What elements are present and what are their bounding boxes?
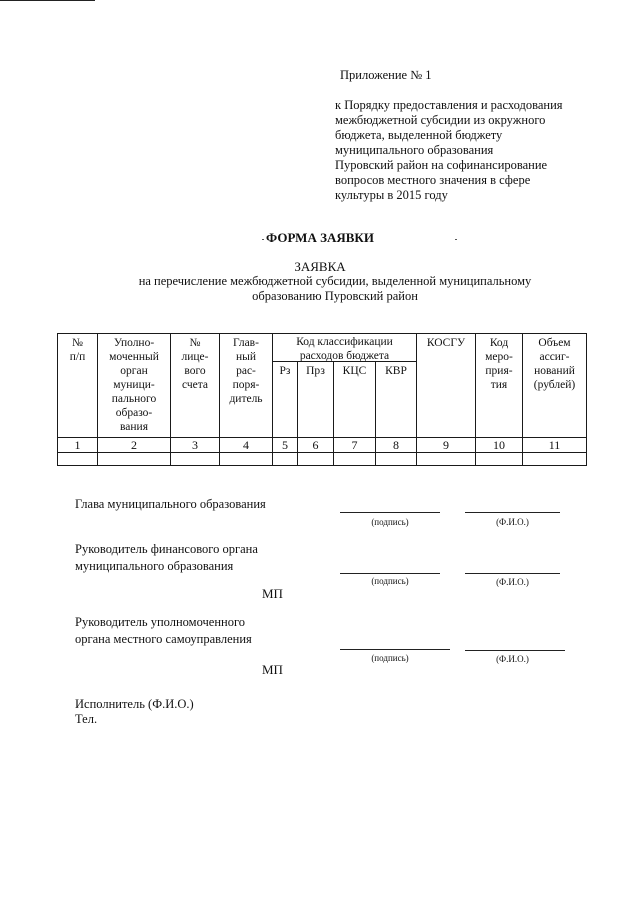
column-number: 5 bbox=[282, 438, 288, 452]
scan-speck bbox=[455, 239, 457, 240]
column-number: 4 bbox=[243, 438, 249, 452]
authorized-sign-caption: (подпись) bbox=[371, 653, 409, 663]
header-kosgu: КОСГУ bbox=[426, 337, 466, 349]
header-text: ассиг- bbox=[539, 351, 570, 363]
head-name-line bbox=[465, 512, 560, 513]
header-text: нований bbox=[534, 365, 575, 377]
header-account-number bbox=[171, 336, 219, 392]
header-text: Объем bbox=[538, 337, 571, 349]
authorized-label bbox=[75, 614, 252, 648]
header-text: п/п bbox=[69, 351, 86, 363]
column-number: 7 bbox=[351, 438, 358, 452]
head-name-caption: (Ф.И.О.) bbox=[496, 517, 529, 527]
header-text: пального bbox=[111, 393, 157, 405]
table-border-bottom bbox=[57, 465, 587, 466]
header-text: вого bbox=[184, 365, 206, 377]
header-text: рас- bbox=[236, 365, 256, 377]
column-number: 10 bbox=[493, 438, 505, 452]
scan-speck bbox=[262, 239, 264, 240]
header-text: счета bbox=[181, 379, 209, 391]
executor-phone: Тел. bbox=[75, 712, 98, 726]
executor-label: Исполнитель (Ф.И.О.) bbox=[75, 697, 194, 711]
header-kcs: КЦС bbox=[342, 365, 367, 377]
authorized-sign-line bbox=[340, 649, 450, 650]
column-number: 1 bbox=[74, 438, 81, 452]
finance-sign-caption: (подпись) bbox=[371, 576, 409, 586]
finance-label-line: Руководитель финансового органа bbox=[75, 542, 258, 556]
header-number bbox=[58, 336, 97, 364]
header-text: вания bbox=[120, 421, 148, 433]
form-title: ФОРМА ЗАЯВКИ bbox=[266, 230, 374, 245]
head-label bbox=[75, 496, 266, 513]
header-prz: Прз bbox=[306, 365, 325, 377]
column-number: 3 bbox=[192, 438, 198, 452]
authorized-name-line bbox=[465, 650, 565, 651]
request-subtitle-line: образованию Пуровский район bbox=[252, 289, 418, 303]
authorized-label-line: органа местного самоуправления bbox=[75, 632, 252, 646]
header-chief-administrator bbox=[220, 336, 272, 406]
header-event-code bbox=[476, 336, 522, 392]
header-text: расходов бюджета bbox=[299, 350, 390, 362]
appendix-line: муниципального образования bbox=[335, 143, 494, 157]
finance-stamp-place: МП bbox=[262, 586, 283, 601]
appendix-line: к Порядку предоставления и расходования bbox=[335, 98, 563, 112]
head-sign-caption: (подпись) bbox=[371, 517, 409, 527]
head-sign-line bbox=[340, 512, 440, 513]
request-subtitle-line: на перечисление межбюджетной субсидии, выделенной муниципальному bbox=[138, 274, 532, 288]
header-text: муници- bbox=[113, 379, 155, 391]
header-budget-classification bbox=[273, 335, 416, 363]
appendix-line: вопросов местного значения в сфере bbox=[335, 173, 531, 187]
corner-rule bbox=[0, 0, 95, 1]
column-number: 8 bbox=[393, 438, 399, 452]
column-number: 6 bbox=[312, 438, 319, 452]
header-text: (рублей) bbox=[533, 379, 576, 391]
table-border-top bbox=[57, 333, 587, 334]
header-text: № bbox=[72, 337, 83, 349]
finance-name-line bbox=[465, 573, 560, 574]
column-number: 2 bbox=[131, 438, 137, 452]
finance-label-line: муниципального образования bbox=[75, 559, 234, 573]
appendix-line: межбюджетной субсидии из окружного bbox=[335, 113, 546, 127]
authorized-stamp-place: МП bbox=[262, 662, 283, 677]
appendix-line: бюджета, выделенной бюджету bbox=[335, 128, 503, 142]
header-allocation-volume bbox=[523, 336, 586, 392]
header-text: моченный bbox=[109, 351, 159, 363]
header-text: Код bbox=[489, 337, 509, 349]
header-text: № bbox=[189, 337, 201, 349]
header-text: Код классификации bbox=[296, 336, 393, 348]
finance-sign-line bbox=[340, 573, 440, 574]
authorized-name-caption: (Ф.И.О.) bbox=[496, 654, 529, 664]
appendix-line: Пуровский район на софинансирование bbox=[335, 158, 548, 172]
request-subtitle bbox=[120, 274, 550, 304]
appendix-line: культуры в 2015 году bbox=[335, 188, 448, 202]
col-line bbox=[586, 333, 587, 466]
header-authorized-body bbox=[98, 336, 170, 434]
appendix-text bbox=[335, 98, 625, 203]
request-title: ЗАЯВКА bbox=[294, 259, 346, 274]
header-rz: Рз bbox=[279, 365, 291, 377]
header-text: прия- bbox=[485, 365, 513, 377]
finance-name-caption: (Ф.И.О.) bbox=[496, 577, 529, 587]
header-text: Глав- bbox=[233, 337, 259, 349]
appendix-title: Приложение № 1 bbox=[340, 68, 432, 82]
executor-block bbox=[75, 697, 194, 727]
header-text: Уполно- bbox=[113, 337, 155, 349]
head-label-line: Глава муниципального образования bbox=[75, 497, 266, 511]
header-text: дитель bbox=[229, 393, 263, 405]
column-number: 11 bbox=[548, 438, 561, 452]
header-text: меро- bbox=[485, 351, 513, 363]
authorized-label-line: Руководитель уполномоченного bbox=[75, 615, 246, 629]
header-text: ный bbox=[235, 351, 257, 363]
header-text: тия bbox=[490, 379, 508, 391]
finance-label bbox=[75, 541, 258, 575]
header-text: образо- bbox=[115, 407, 153, 419]
header-kvr: КВР bbox=[385, 365, 407, 377]
header-text: лице- bbox=[181, 351, 209, 363]
column-number: 9 bbox=[443, 438, 449, 452]
header-text: поря- bbox=[232, 379, 260, 391]
header-text: орган bbox=[120, 365, 148, 377]
